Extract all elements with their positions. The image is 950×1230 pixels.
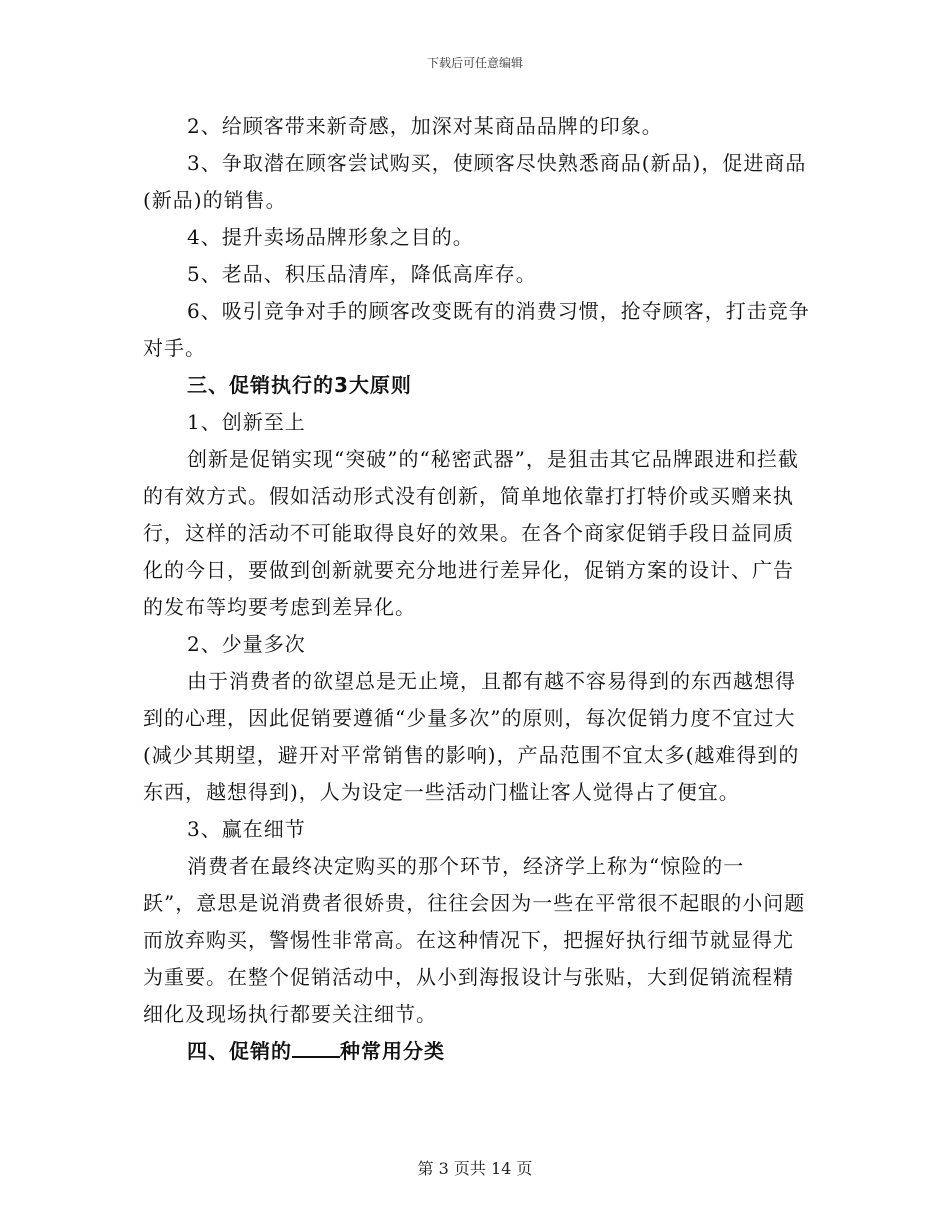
- list-item: 5、老品、积压品清库，降低高库存。: [187, 262, 537, 286]
- principle-title: 2、少量多次: [187, 632, 306, 656]
- principle-title: 1、创新至上: [187, 410, 306, 434]
- list-item: 2、给顾客带来新奇感，加深对某商品品牌的印象。: [187, 114, 663, 138]
- page-number: 第 3 页共 14 页: [417, 1159, 533, 1178]
- principle-paragraph-continued: 跃”，意思是说消费者很娇贵，往往会因为一些在平常很不起眼的小问题而放弃购买，警惕性非常高。在这种情况下，把握好执行细节就显得尤为重要。在整个促销活动中，从小到海报设计与张贴，大到促销流程精细化及现场执行都要关注细节。: [143, 891, 806, 1026]
- list-item: 4、提升卖场品牌形象之目的。: [187, 225, 474, 249]
- header-note: 下载后可任意编辑: [426, 56, 523, 70]
- principle-paragraph: 创新是促销实现“突破”的“秘密武器”，是狙击其它品牌跟进和拦截的有效方式。假如活动形式没有创新，简单地依靠打打特价或买赠来执行，这样的活动不可能取得良好的效果。在各个商家促销手段日益同质化的今日，要做到创新就要充分地进行差异化，促销方案的设计、广告的发布等均要考虑到差异化。: [143, 447, 799, 619]
- section-heading-prefix: 四、促销的: [187, 1039, 292, 1063]
- section-heading-suffix: 种常用分类: [340, 1039, 445, 1063]
- section-heading: 三、促销执行的3大原则: [187, 373, 412, 397]
- principle-paragraph: 消费者在最终决定购买的那个环节，经济学上称为“惊险的一: [187, 854, 745, 878]
- list-item: 6、吸引竞争对手的顾客改变既有的消费习惯，抢夺顾客，打击竞争对手。: [143, 299, 810, 360]
- principle-paragraph: 由于消费者的欲望总是无止境，且都有越不容易得到的东西越想得到的心理，因此促销要遵循“少量多次”的原则，每次促销力度不宜过大(减少其期望，避开对平常销售的影响)，产品范围不宜太多(越难得到的东西，越想得到)，人为设定一些活动门槛让客人觉得占了便宜。: [143, 669, 800, 804]
- list-item: 3、争取潜在顾客尝试购买，使顾客尽快熟悉商品(新品)，促进商品(新品)的销售。: [143, 151, 807, 212]
- fill-in-blank: [292, 1040, 340, 1058]
- principle-title: 3、赢在细节: [187, 817, 306, 841]
- section-heading: [143, 1033, 811, 1070]
- document-body: [143, 108, 811, 1070]
